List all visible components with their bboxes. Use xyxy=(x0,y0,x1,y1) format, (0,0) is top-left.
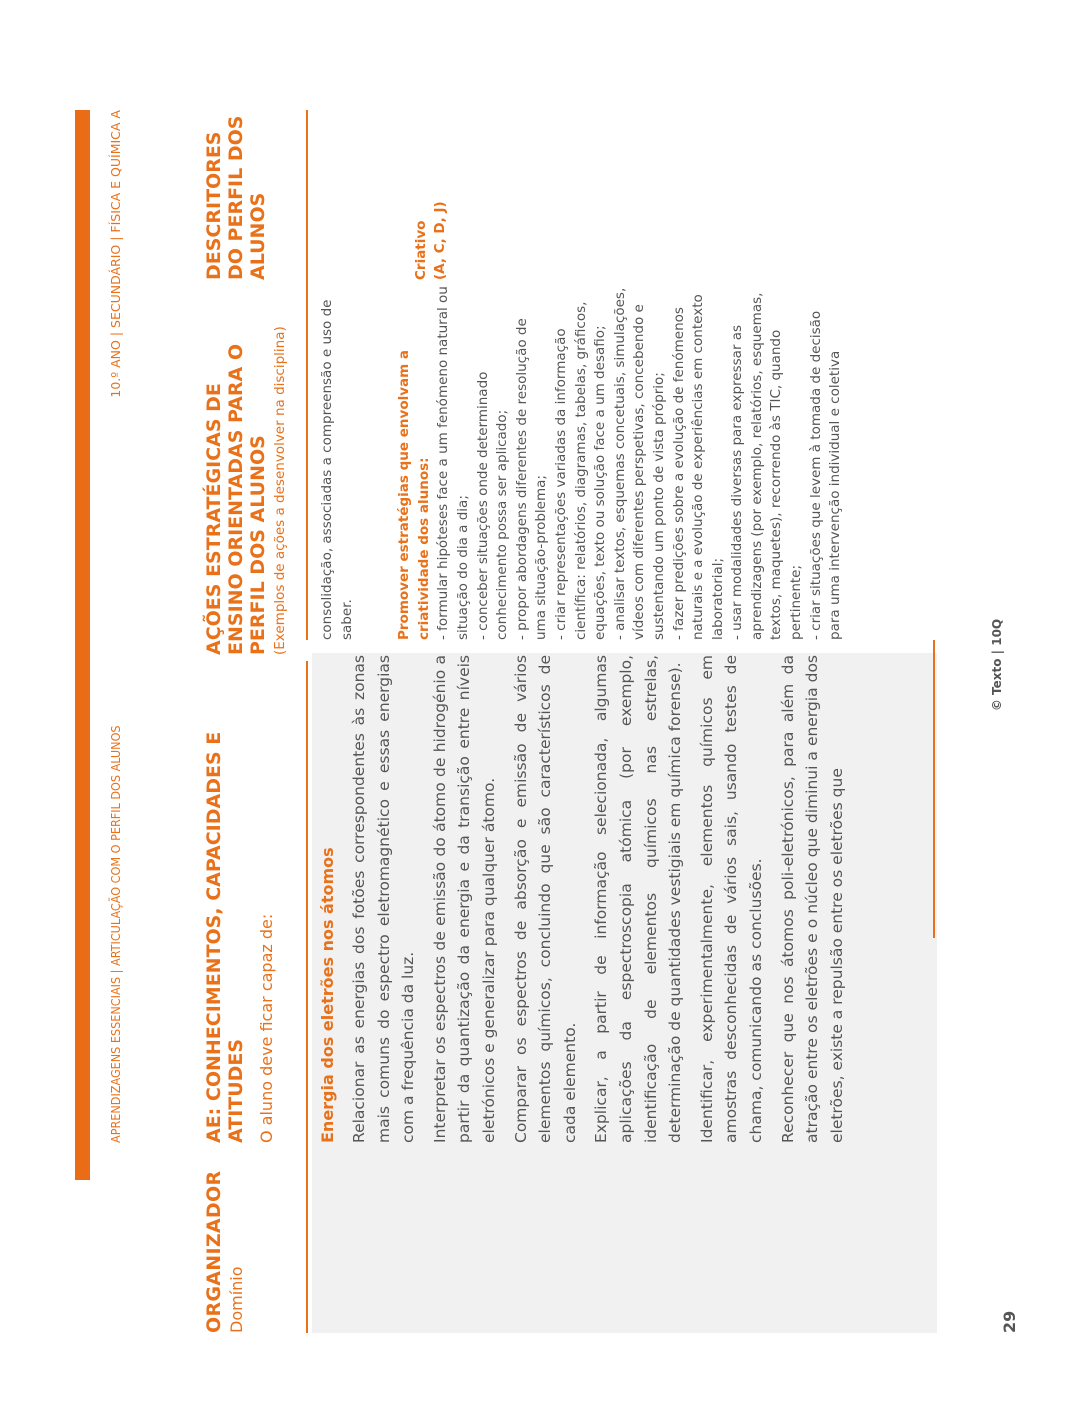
header-divider-right xyxy=(306,110,308,640)
ae-paragraph: Relacionar as energias dos fotões correspondentes às zonas mais comuns do espectro eletromagnético e essas energias com a frequência da luz. xyxy=(350,655,418,1143)
ae-title: AE: CONHECIMENTOS, CAPACIDADES E ATITUDES xyxy=(203,731,247,1143)
acoes-title: AÇÕES ESTRATÉGICAS DE ENSINO ORIENTADAS PARA O PERFIL DOS ALUNOS xyxy=(203,344,269,655)
ae-content xyxy=(318,655,856,1143)
ae-paragraph: Interpretar os espectros de emissão do átomo de hidrogénio a partir da quantização da energia e da transição entre níveis eletrónicos e generalizar para qualquer átomo. xyxy=(430,655,498,1143)
ae-subtitle: O aluno deve ficar capaz de: xyxy=(257,913,276,1143)
organizador-subtitle: Domínio xyxy=(227,1266,246,1333)
acoes-bullet: - conceber situações onde determinado conhecimento possa ser aplicado; xyxy=(474,371,511,640)
descriptor-name: Criativo xyxy=(413,220,429,280)
acoes-bullet: - criar representações variadas da informação científica: relatórios, diagramas, tabelas, gráficos, equações, texto ou solução face a um desafio; xyxy=(552,301,609,640)
organizador-title: ORGANIZADOR xyxy=(203,1170,225,1333)
ae-column-header xyxy=(203,673,276,1143)
acoes-bullet: - propor abordagens diferentes de resolução de uma situação-problema; xyxy=(513,318,550,640)
acoes-bullet: - usar modalidades diversas para expressar as aprendizagens (por exemplo, relatórios, esquemas, textos, maquetes), recorrendo às TIC, quando pertinente; xyxy=(729,292,805,640)
header-right: 10.º ANO | SECUNDÁRIO | FÍSICA E QUÍMICA A xyxy=(108,110,123,398)
descritores-content xyxy=(412,110,450,280)
ae-paragraph: Reconhecer que nos átomos poli-eletrónicos, para além da atração entre os eletrões e o núcleo que diminui a energia dos eletrões, existe a repulsão entre os eletrões que xyxy=(778,655,846,1143)
acoes-bullet: - formular hipóteses face a um fenómeno natural ou situação do dia a dia; xyxy=(435,286,471,640)
acoes-bullet: - criar situações que levem à tomada de decisão para uma intervenção individual e coletiva xyxy=(807,310,844,640)
header-left: APRENDIZAGENS ESSENCIAIS | ARTICULAÇÃO COM O PERFIL DOS ALUNOS xyxy=(108,725,123,1143)
acoes-column-header xyxy=(203,300,288,655)
page-number: 29 xyxy=(1000,1310,1019,1333)
descritores-title: DESCRITORES DO PERFIL DOS ALUNOS xyxy=(203,115,269,280)
ae-section-heading: Energia dos eletrões nos átomos xyxy=(318,847,337,1143)
ae-paragraph: Identificar, experimentalmente, elementos químicos em amostras desconhecidas de vários sais, usando testes de chama, comunicando as conclusões. xyxy=(697,655,765,1143)
acoes-bullet: - fazer predições sobre a evolução de fenómenos naturais e a evolução de experiências em contexto laboratorial; xyxy=(670,294,726,640)
acoes-strategy-heading: Promover estratégias que envolvam a criatividade dos alunos: xyxy=(396,349,432,640)
header-divider-left xyxy=(306,661,308,1333)
footer-copyright: © Texto | 10Q xyxy=(990,618,1004,712)
organizador-column-header xyxy=(203,1153,246,1333)
descriptor-letters: (A, C, D, J) xyxy=(432,201,448,280)
acoes-content xyxy=(318,285,846,640)
actions-bottom-divider xyxy=(933,640,935,938)
ae-paragraph: Comparar os espectros de absorção e emissão de vários elementos químicos, concluindo que são característicos de cada elemento. xyxy=(511,655,579,1143)
acoes-subtitle: (Exemplos de ações a desenvolver na disciplina) xyxy=(272,326,288,655)
acoes-bullet: - analisar textos, esquemas concetuais, simulações, vídeos com diferentes perspetivas, concebendo e sustentando um ponto de vista próprio; xyxy=(611,287,667,640)
ae-paragraph: Explicar, a partir de informação selecionada, algumas aplicações da espectroscopia atómica (por exemplo, identificação de elementos químicos nas estrelas, determinação de quantidades vestigiais em química forense). xyxy=(592,655,685,1143)
descritores-column-header xyxy=(203,110,269,280)
acoes-continuation-text: consolidação, associadas a compreensão e uso de saber. xyxy=(319,299,355,640)
top-accent-bar xyxy=(75,110,90,1180)
